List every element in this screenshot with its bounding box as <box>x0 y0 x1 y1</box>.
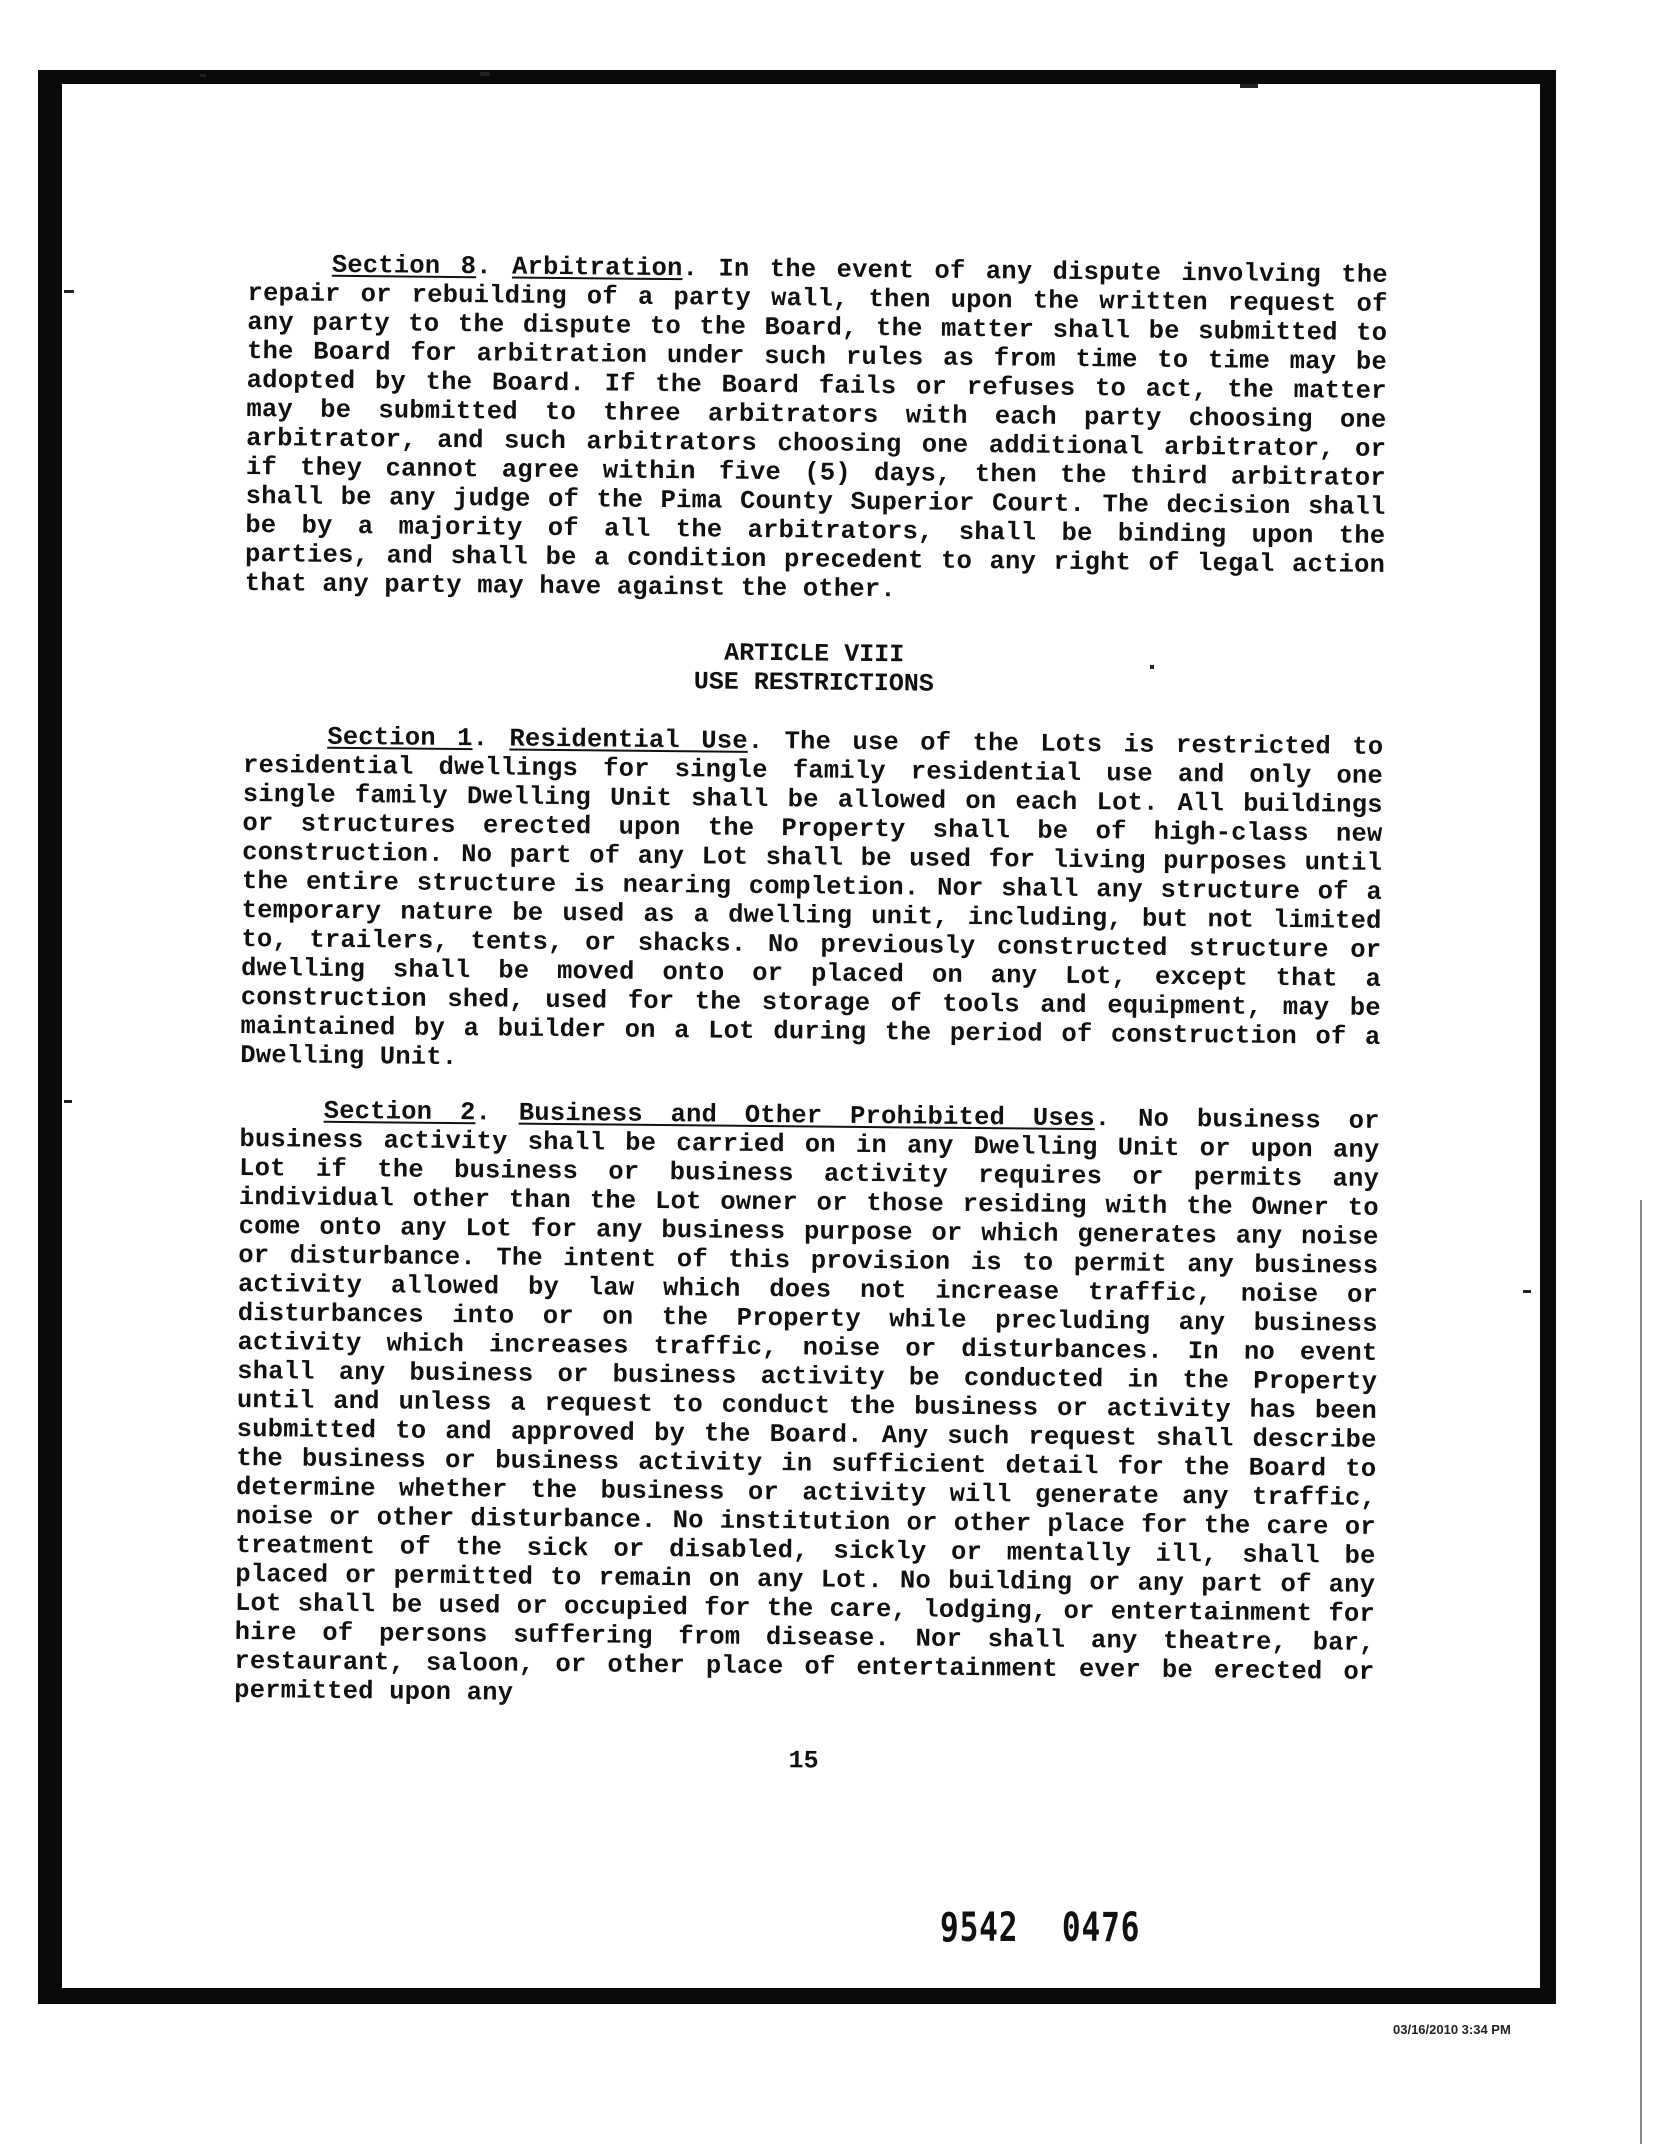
page-number: 15 <box>788 1746 819 1776</box>
recording-number-page: 0476 <box>1061 1905 1141 1951</box>
section-1-text: The use of the Lots is restricted to residential dwellings for single family residential use and only one single family Dwelling Unit shall be allowed on each Lot. All buildings or structures erected upon the Property shall be of high-class new construction. No part of any Lot shall be used for living purposes until the entire structure is nearing completion. Nor shall any structure of a temporary nature be used as a dwelling unit, including, but not limited to, trailers, tents, or shacks. No previously constructed structure or dwelling shall be moved onto or placed on any Lot, except that a construction shed, used for the storage of tools and equipment, may be maintained by a builder on a Lot during the period of construction of a Dwelling Unit. <box>240 727 1384 1073</box>
scan-speck <box>480 72 490 76</box>
scan-speck <box>64 1100 72 1103</box>
section-2-text: No business or business activity shall be carried on in any Dwelling Unit or upon any Lot if the business or business activity requires or permits any individual other than the Lot owner or those residing with the Owner to come onto any Lot for any business purpose or which generates any noise or disturbance. The intent of this provision is to permit any business activity allowed by law which does not increase traffic, noise or disturbances into or on the Property while precluding any business activity which increases traffic, noise or disturbances. In no event shall any business or business activity be conducted in the Property until and unless a request to conduct the business or activity has been submitted to and approved by the Board. Any such request shall describe the business or business activity in sufficient detail for the Board to determine whether the business or activity will generate any traffic, noise or other disturbance. No institution or other place for the care or treatment of the sick or disabled, sickly or mentally ill, shall be placed or permitted to remain on any Lot. No building or any part of any Lot shall be used or occupied for the care, lodging, or entertainment for hire of persons suffering from disease. Nor shall any theatre, bar, restaurant, saloon, or other place of entertainment ever be erected or permitted upon any <box>234 1104 1380 1708</box>
section-1-paragraph: Section 1. Residential Use. The use of the Lots is restricted to residential dwellings for single family residential use and only one single family Dwelling Unit shall be allowed on each Lot. All buildings or structures erected upon the Property shall be of high-class new construction. No part of any Lot shall be used for living purposes until the entire structure is nearing completion. Nor shall any structure of a temporary nature be used as a dwelling unit, including, but not limited to, trailers, tents, or shacks. No previously constructed structure or dwelling shall be moved onto or placed on any Lot, except that a construction shed, used for the storage of tools and equipment, may be maintained by a builder on a Lot during the period of construction of a Dwelling Unit. <box>240 722 1384 1073</box>
recording-number-docket: 9542 <box>940 1905 1019 1951</box>
section-8-text: In the event of any dispute involving the repair or rebuilding of a party wall, then upon the written request of any party to the dispute to the Board, the matter shall be submitted to the Board for arbitration under such rules as from time to time may be adopted by the Board. If the Board fails or refuses to act, the matter may be submitted to three arbitrators with each party choosing one arbitrator, and such arbitrators choosing one additional arbitrator, or if they cannot agree within five (5) days, then the third arbitrator shall be any judge of the Pima County Superior Court. The decision shall be by a majority of all the arbitrators, shall be binding upon the parties, and shall be a condition precedent to any right of legal action that any party may have against the other. <box>244 254 1388 605</box>
section-2-heading: Section 2 <box>323 1096 476 1128</box>
section-1-heading: Section 1 <box>327 722 473 754</box>
section-2-title: Business and Other Prohibited Uses <box>518 1098 1095 1134</box>
scan-speck <box>200 74 206 77</box>
section-8-paragraph: Section 8. Arbitration. In the event of any dispute involving the repair or rebuilding of a party wall, then upon the written request of any party to the dispute to the Board, the matter shall be submitted to the Board for arbitration under such rules as from time to time may be adopted by the Board. If the Board fails or refuses to act, the matter may be submitted to three arbitrators with each party choosing one arbitrator, and such arbitrators choosing one additional arbitrator, or if they cannot agree within five (5) days, then the third arbitrator shall be any judge of the Pima County Superior Court. The decision shall be by a majority of all the arbitrators, shall be binding upon the parties, and shall be a condition precedent to any right of legal action that any party may have against the other. <box>244 250 1388 605</box>
section-8-heading: Section 8 <box>331 250 477 282</box>
article-title: USE RESTRICTIONS <box>693 667 935 699</box>
document-body <box>233 250 1388 1781</box>
scan-speck <box>64 290 74 293</box>
section-8-title: Arbitration <box>511 252 683 284</box>
article-heading <box>244 634 1385 703</box>
scan-speck <box>1523 1290 1531 1293</box>
recording-number <box>940 1905 1140 1951</box>
print-timestamp: 03/16/2010 3:34 PM <box>1393 2022 1511 2037</box>
section-2-paragraph: Section 2. Business and Other Prohibited Uses. No business or business activity shall be carried on in any Dwelling Unit or upon any Lot if the business or business activity requires or permits any individual other than the Lot owner or those residing with the Owner to come onto any Lot for any business purpose or which generates any noise or disturbance. The intent of this provision is to permit any business activity allowed by law which does not increase traffic, noise or disturbances into or on the Property while precluding any business activity which increases traffic, noise or disturbances. In no event shall any business or business activity be conducted in the Property until and unless a request to conduct the business or activity has been submitted to and approved by the Board. Any such request shall describe the business or business activity in sufficient detail for the Board to determine whether the business or activity will generate any traffic, noise or other disturbance. No institution or other place for the care or treatment of the sick or disabled, sickly or mentally ill, shall be placed or permitted to remain on any Lot. No building or any part of any Lot shall be used or occupied for the care, lodging, or entertainment for hire of persons suffering from disease. Nor shall any theatre, bar, restaurant, saloon, or other place of entertainment ever be erected or permitted upon any <box>234 1096 1380 1708</box>
section-1-title: Residential Use <box>509 724 748 756</box>
scan-speck <box>1240 84 1258 88</box>
page-edge-line <box>1640 1200 1642 2144</box>
article-number: ARTICLE VIII <box>723 638 905 670</box>
